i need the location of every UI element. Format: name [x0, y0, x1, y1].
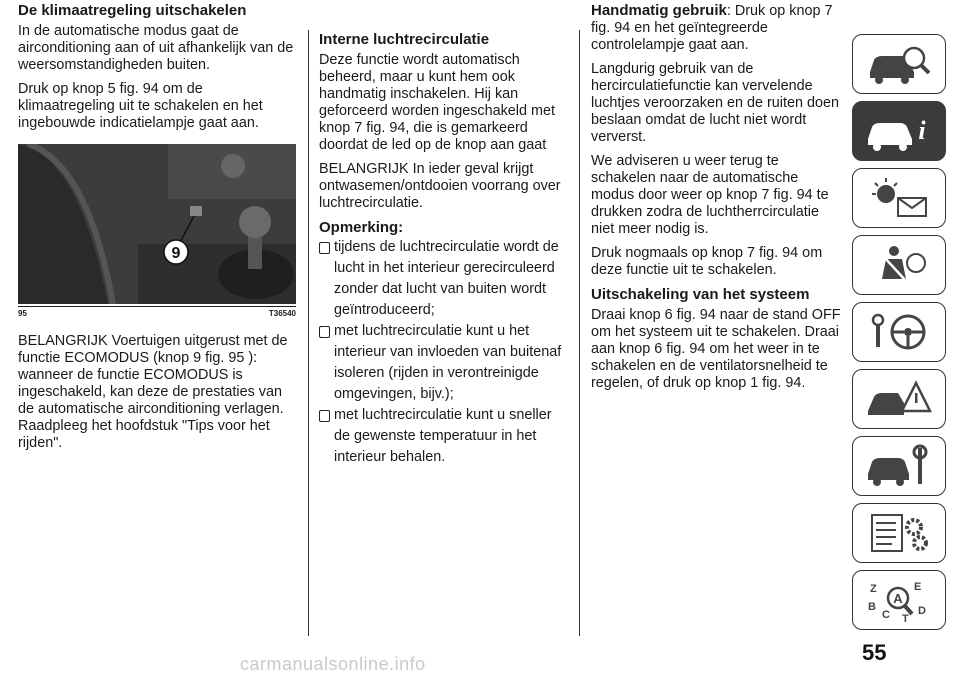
svg-text:E: E	[914, 581, 922, 593]
paragraph: In de automatische modus gaat de airconditioning aan of uit afhankelijk van de weersomstandigheden buiten.	[18, 23, 294, 73]
key-steering-wheel-icon	[864, 310, 934, 354]
paragraph: Druk op knop 5 fig. 94 om de klimaatregeling uit te schakelen en het ingebouwde indicatielampje gaat aan.	[18, 81, 263, 131]
paragraph: Langdurig gebruik van de hercirculatiefunctie kan vervelende luchtjes veroorzaken en de ruiten doen beslaan omdat de lucht niet wordt ververst.	[591, 61, 839, 145]
list-item	[319, 321, 571, 405]
list-item-text: tijdens de luchtrecirculatie wordt de lucht in het interieur gerecirculeerd zonder dat lucht van buiten wordt geïntroduceerd;	[334, 239, 559, 318]
paragraph-text: : Druk op knop 7 fig. 94 en het geïntegreerde controlelampje gaat aan.	[591, 3, 833, 53]
tab-safety[interactable]	[852, 235, 946, 295]
column-left	[18, 2, 296, 459]
section-heading: Uitschakeling van het systeem	[591, 286, 810, 303]
paragraph: BELANGRIJK Voertuigen uitgerust met de functie ECOMODUS (knop 9 fig. 95 ): wanneer de functie ECOMODUS is ingeschakeld, kan deze de prestaties van de automatische airconditioning verlagen. Raadpleeg het hoofdstuk "Tips voor het rijden".	[18, 333, 288, 451]
tab-index[interactable]	[852, 570, 946, 630]
tab-warning-lights[interactable]	[852, 168, 946, 228]
tab-emergency[interactable]	[852, 369, 946, 429]
car-search-icon	[864, 42, 934, 86]
car-wrench-icon	[864, 444, 934, 488]
paragraph: BELANGRIJK In ieder geval krijgt ontwasemen/ontdooien voorrang over luchtrecirculatie.	[319, 161, 561, 211]
svg-text:A: A	[893, 591, 903, 606]
note-heading: Opmerking:	[319, 219, 404, 236]
list-item	[319, 405, 571, 468]
figure-callout: 9	[171, 245, 181, 262]
paragraph: Druk nogmaals op knop 7 fig. 94 om deze functie uit te schakelen.	[591, 245, 823, 278]
chapter-tabs	[852, 34, 950, 637]
list-item-text: met luchtrecirculatie kunt u sneller de gewenste temperatuur in het interieur behalen.	[334, 407, 552, 465]
figure-number: 95	[18, 309, 27, 318]
column-divider	[308, 30, 309, 636]
warning-light-envelope-icon	[864, 176, 934, 220]
svg-text:Z: Z	[870, 583, 877, 595]
bullet-icon	[319, 326, 330, 338]
watermark: carmanualsonline.info	[240, 654, 426, 674]
tab-car-info[interactable]	[852, 101, 946, 161]
paragraph: Deze functie wordt automatisch beheerd, maar u kunt hem ook handmatig inschakelen. Hij kan geforceerd worden ingeschakeld met knop 7 fig. 94, die is gemarkeerd doordat de led op de knop aan gaat	[319, 52, 555, 153]
list-item-text: met luchtrecirculatie kunt u het interieur van invloeden van buitenaf isoleren (rijden in verontreinigde omgevingen, bijv.);	[334, 323, 562, 402]
figure-caption	[18, 306, 296, 319]
bullet-icon	[319, 242, 330, 254]
column-divider	[579, 30, 580, 636]
svg-text:B: B	[868, 601, 876, 613]
svg-text:i: i	[918, 116, 926, 145]
svg-text:D: D	[918, 605, 926, 617]
spec-list-gears-icon	[864, 511, 934, 555]
column-right	[591, 2, 843, 399]
svg-text:C: C	[882, 609, 890, 621]
car-crash-warning-icon	[864, 377, 934, 421]
svg-text:T: T	[902, 613, 909, 622]
tab-starting-driving[interactable]	[852, 302, 946, 362]
section-heading: De klimaatregeling uitschakelen	[18, 2, 247, 19]
figure-code: T36540	[268, 309, 296, 318]
tab-technical-data[interactable]	[852, 503, 946, 563]
section-heading: Interne luchtrecirculatie	[319, 31, 490, 48]
paragraph	[591, 2, 843, 54]
inline-heading: Handmatig gebruik	[591, 2, 727, 19]
tab-maintenance[interactable]	[852, 436, 946, 496]
paragraph: We adviseren u weer terug te schakelen naar de automatische modus door weer op knop 7 fig. 94 te drukken zodra de luchtherrcirculatie niet meer nodig is.	[591, 153, 829, 237]
list-item	[319, 237, 571, 321]
page-number: 55	[862, 640, 887, 665]
alphabet-index-search-icon	[864, 578, 934, 622]
paragraph: Draai knop 6 fig. 94 naar de stand OFF om het systeem uit te schakelen. Draai aan knop 6 fig. 94 om het weer in te schakelen en de ventilatorsnelheid te regelen, of druk op knop 1 fig. 94.	[591, 307, 841, 391]
tab-car-search[interactable]	[852, 34, 946, 94]
car-info-icon	[864, 109, 934, 153]
column-middle	[319, 2, 571, 468]
bullet-icon	[319, 410, 330, 422]
seatbelt-airbag-icon	[864, 243, 934, 287]
figure-95-image	[18, 144, 296, 304]
